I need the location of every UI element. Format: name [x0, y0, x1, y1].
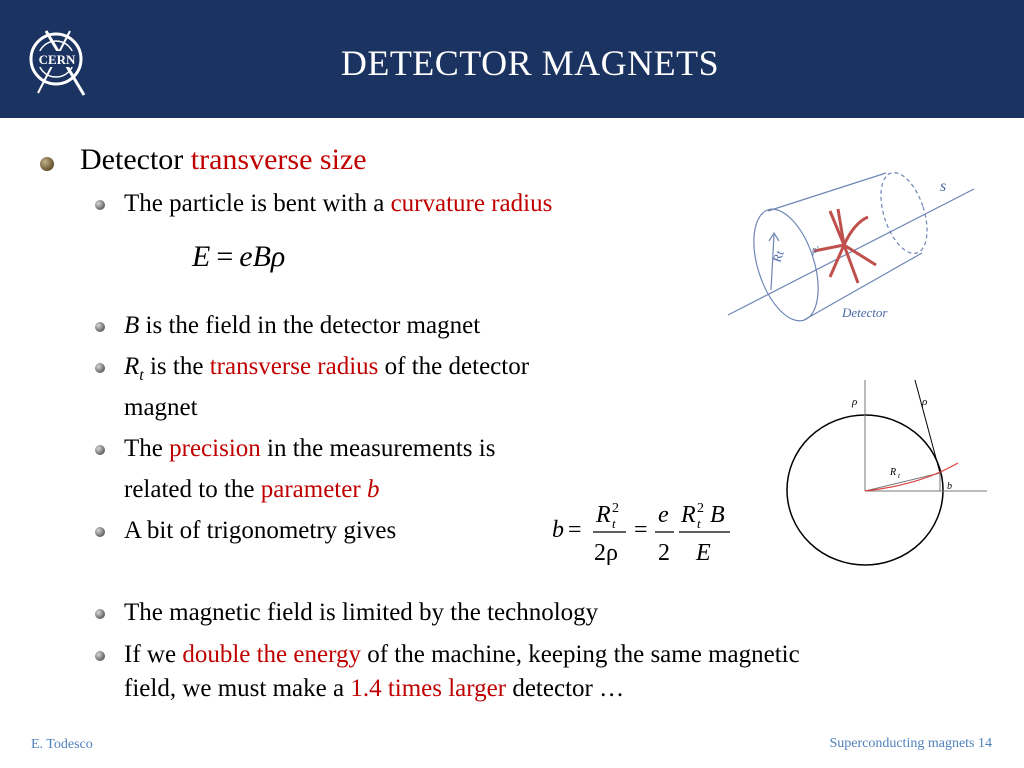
bullet-level2-icon [95, 322, 105, 332]
svg-text:=: = [568, 517, 582, 543]
bullet-transverse-radius: $R_t$ is the transverse radius of the detector [124, 353, 530, 384]
svg-text:=: = [634, 517, 648, 543]
sketch-caption: Detector [842, 305, 888, 320]
svg-text:2: 2 [697, 501, 704, 516]
formula-b [548, 490, 748, 570]
highlight-transverse-radius: transverse radius [209, 353, 379, 380]
rho-right-label: ρ [922, 396, 928, 408]
svg-text:t: t [898, 472, 900, 480]
bullet-double-energy: If we double the energy of the machine, keeping the same magnetic [124, 641, 800, 668]
bullet-precision-line2: related to the parameter b [124, 476, 380, 503]
svg-text:e: e [658, 502, 669, 528]
geometry-diagram [780, 375, 995, 570]
highlight-larger: 1.4 times larger [350, 675, 507, 702]
svg-text:R: R [681, 502, 696, 528]
svg-text:E: E [696, 540, 711, 566]
svg-text:B: B [710, 502, 725, 528]
svg-text:2: 2 [612, 501, 619, 516]
detector-sketch [726, 165, 996, 325]
bullet-level2-icon [95, 363, 105, 373]
highlight-transverse-size: transverse size [190, 143, 367, 176]
bullet-magnetic-limit: The magnetic field is limited by the technology [124, 599, 599, 626]
bullet-precision: The precision in the measurements is [124, 435, 496, 462]
page-number: 14 [978, 736, 992, 751]
bullet-field-b: B is the field in the detector magnet [124, 312, 481, 339]
b-label: b [947, 481, 952, 492]
highlight-double-energy: double the energy [182, 641, 361, 668]
svg-text:2: 2 [658, 540, 670, 566]
footer-course-page: Superconducting magnets 14 [829, 736, 992, 751]
bullet-transverse-radius-line2: magnet [124, 394, 198, 421]
rt-label: R [890, 467, 897, 478]
svg-text:R: R [596, 502, 611, 528]
bullet-level2-icon [95, 200, 105, 210]
energy-equation: E = eBρ [192, 240, 286, 273]
cern-logo-text: CERN [38, 52, 76, 67]
highlight-curvature-radius: curvature radius [390, 190, 553, 217]
bullet-detector-size: Detector transverse size [80, 143, 367, 176]
bullet-trigonometry: A bit of trigonometry gives [124, 517, 397, 544]
highlight-precision: precision [169, 435, 261, 462]
bullet-curvature: The particle is bent with a curvature radius [124, 190, 553, 217]
sketch-axis-label: s [940, 178, 947, 195]
bullet-level2-icon [95, 527, 105, 537]
footer-author: E. Todesco [31, 737, 93, 752]
svg-text:t: t [697, 516, 701, 531]
svg-text:t: t [612, 516, 616, 531]
bullet-level2-icon [95, 651, 105, 661]
rho-left-label: ρ [852, 396, 858, 408]
highlight-parameter: parameter [260, 476, 367, 503]
slide-title: DETECTOR MAGNETS [340, 43, 720, 83]
bullet-level2-icon [95, 445, 105, 455]
sketch-rho-label: ρ' [812, 245, 819, 256]
bullet-level1-icon [40, 157, 54, 171]
slide-header [0, 0, 1024, 118]
bullet-double-energy-line2: field, we must make a 1.4 times larger detector … [124, 675, 625, 702]
svg-text:b: b [552, 517, 564, 543]
sketch-radius-label: Rt [769, 248, 787, 265]
bullet-level2-icon [95, 609, 105, 619]
svg-text:2ρ: 2ρ [594, 540, 618, 566]
